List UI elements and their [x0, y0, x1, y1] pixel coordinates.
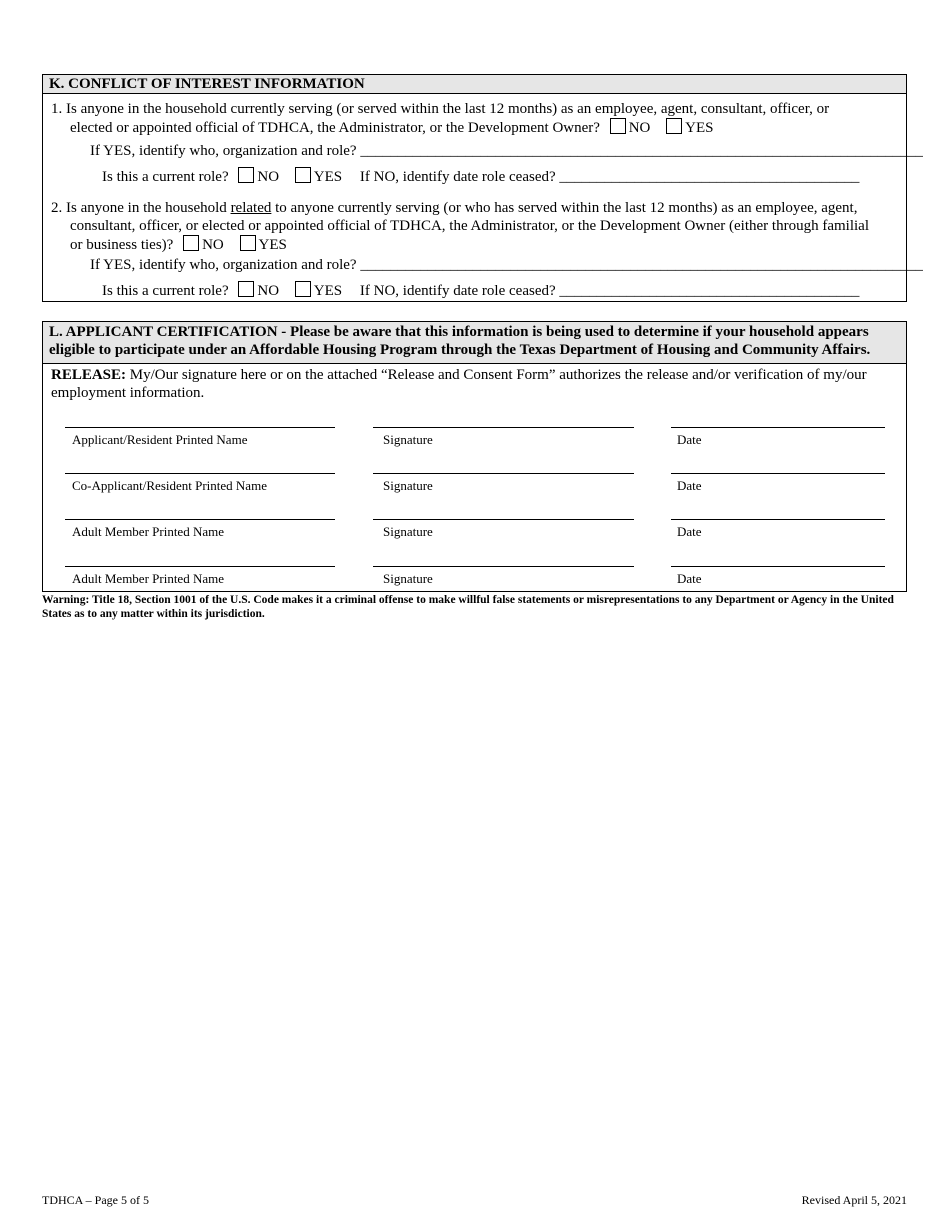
name-line[interactable]: [65, 473, 335, 474]
q2-if-no-field[interactable]: If NO, identify date role ceased? ________________________________________: [359, 283, 860, 299]
q2-current-no-label: NO: [257, 283, 280, 299]
signature-line[interactable]: [373, 566, 634, 567]
signature-label: Signature: [383, 478, 433, 493]
q1-yes-checkbox[interactable]: [666, 118, 682, 134]
q2-current-yes-checkbox[interactable]: [295, 281, 311, 297]
q2-line1-b: to anyone currently serving (or who has served within the last 12 months) as an employee, agent,: [271, 200, 858, 216]
footer-revision-date: Revised April 5, 2021: [801, 1193, 907, 1207]
section-l-applicant-certification: [42, 321, 907, 592]
date-line[interactable]: [671, 473, 885, 474]
q1-current-role-label: Is this a current role?: [102, 169, 229, 185]
q2-current-no-checkbox[interactable]: [238, 281, 254, 297]
printed-name-label: Co-Applicant/Resident Printed Name: [72, 478, 267, 493]
signature-line[interactable]: [373, 473, 634, 474]
date-label: Date: [677, 571, 702, 586]
name-line[interactable]: [65, 519, 335, 520]
q2-yes-checkbox[interactable]: [240, 235, 256, 251]
printed-name-label: Applicant/Resident Printed Name: [72, 432, 248, 447]
q1-line2: elected or appointed official of TDHCA, the Administrator, or the Development Owner?: [70, 120, 600, 136]
q2-related: related: [230, 200, 272, 216]
date-line[interactable]: [671, 519, 885, 520]
q1-line1: 1. Is anyone in the household currently serving (or served within the last 12 months) as an employee, agent, consultant, officer, or: [51, 101, 830, 117]
q1-if-no-field[interactable]: If NO, identify date role ceased? ________________________________________: [359, 169, 860, 185]
printed-name-label: Adult Member Printed Name: [72, 571, 224, 586]
warning-statement: Warning: Title 18, Section 1001 of the U.S. Code makes it a criminal offense to make willful false statements or misrepresentations to any Department or Agency in the United States as to any matter within its jurisdiction.: [42, 594, 894, 620]
q1-yes-label: YES: [685, 120, 714, 136]
signature-line[interactable]: [373, 427, 634, 428]
q1-current-role-row: [102, 167, 859, 186]
q2-line2: consultant, officer, or elected or appointed official of TDHCA, the Administrator, or the Development Owner (either through familial: [70, 218, 869, 234]
q2-line3: or business ties)?: [70, 237, 174, 253]
date-line[interactable]: [671, 566, 885, 567]
date-label: Date: [677, 524, 702, 539]
section-l-title: [43, 322, 906, 364]
q2-line1-a: 2. Is anyone in the household: [51, 200, 231, 216]
q1-no-label: NO: [628, 120, 651, 136]
q1-current-no-label: NO: [257, 169, 280, 185]
footer-page-number: TDHCA – Page 5 of 5: [42, 1193, 149, 1207]
signature-label: Signature: [383, 571, 433, 586]
q2-current-role-row: [102, 281, 859, 300]
name-line[interactable]: [65, 566, 335, 567]
q2-current-yes-label: YES: [313, 283, 343, 299]
release-label: RELEASE:: [51, 367, 127, 383]
printed-name-label: Adult Member Printed Name: [72, 524, 224, 539]
signature-label: Signature: [383, 432, 433, 447]
q1-current-no-checkbox[interactable]: [238, 167, 254, 183]
q2-if-yes-field[interactable]: If YES, identify who, organization and role? ___________________________________________________________________________: [90, 257, 923, 273]
q1-if-yes-field[interactable]: If YES, identify who, organization and role? ___________________________________________________________________________: [90, 143, 923, 159]
q2-yes-label: YES: [258, 237, 287, 253]
section-k-title: K. CONFLICT OF INTEREST INFORMATION: [43, 75, 906, 94]
q1-current-yes-checkbox[interactable]: [295, 167, 311, 183]
q1-current-yes-label: YES: [313, 169, 343, 185]
q1-no-checkbox[interactable]: [610, 118, 626, 134]
release-statement: [51, 366, 901, 402]
date-line[interactable]: [671, 427, 885, 428]
date-label: Date: [677, 478, 702, 493]
release-text: My/Our signature here or on the attached “Release and Consent Form” authorizes the release and/or verification of my/our employment information.: [51, 367, 867, 401]
signature-line[interactable]: [373, 519, 634, 520]
signature-label: Signature: [383, 524, 433, 539]
q2-line1-row: [51, 199, 857, 217]
q1-line2-row: [70, 118, 713, 137]
section-l-title-line2: eligible to participate under an Affordable Housing Program through the Texas Department of Housing and Community Affairs.: [49, 342, 871, 358]
q2-no-checkbox[interactable]: [183, 235, 199, 251]
name-line[interactable]: [65, 427, 335, 428]
q2-no-label: NO: [202, 237, 224, 253]
q2-current-role-label: Is this a current role?: [102, 283, 229, 299]
q2-line3-row: [70, 235, 287, 254]
section-k-conflict-of-interest: [42, 74, 923, 302]
date-label: Date: [677, 432, 702, 447]
section-l-title-line1: L. APPLICANT CERTIFICATION - Please be aware that this information is being used to determine if your household appears: [49, 324, 869, 340]
